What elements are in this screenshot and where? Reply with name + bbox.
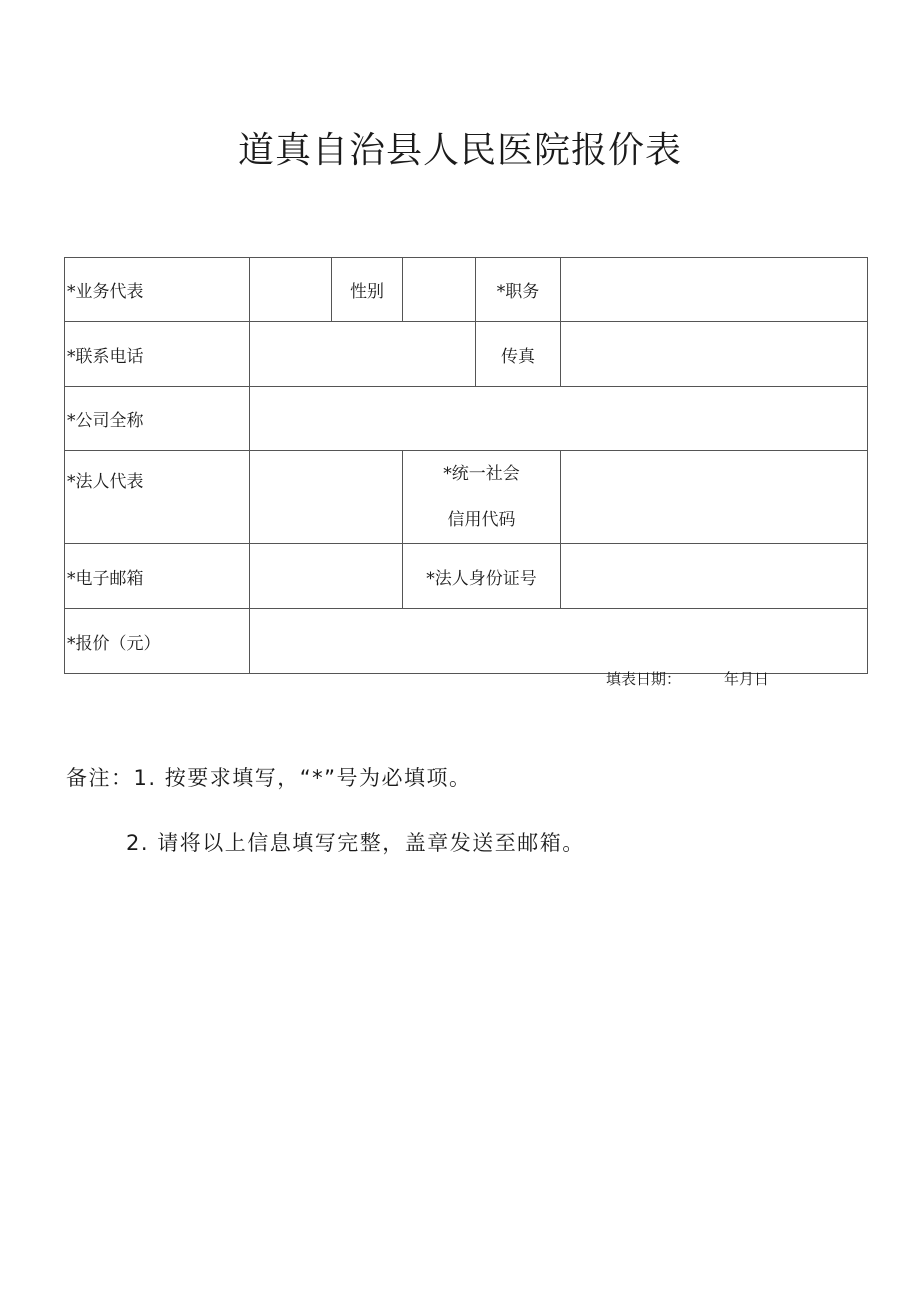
- credit-code-field[interactable]: [561, 451, 868, 544]
- business-rep-field[interactable]: [250, 258, 332, 322]
- legal-id-label: *法人身份证号: [403, 544, 561, 609]
- fill-date-label: 填表日期：: [606, 670, 682, 688]
- table-row: [65, 451, 868, 544]
- gender-label: 性别: [332, 258, 403, 322]
- legal-rep-label: *法人代表: [65, 451, 250, 544]
- fill-date: [606, 668, 770, 689]
- email-field[interactable]: [250, 544, 403, 609]
- phone-field[interactable]: [250, 322, 476, 387]
- fax-label: 传真: [476, 322, 561, 387]
- note-line-2: 2. 请将以上信息填写完整，盖章发送至邮箱。: [126, 831, 585, 855]
- table-row: [65, 609, 868, 674]
- quote-label: *报价（元）: [65, 609, 250, 674]
- legal-id-field[interactable]: [561, 544, 868, 609]
- credit-code-label-line1: *统一社会: [443, 464, 520, 484]
- phone-label: *联系电话: [65, 322, 250, 387]
- quote-field[interactable]: [250, 609, 868, 674]
- email-label: *电子邮箱: [65, 544, 250, 609]
- credit-code-label: [403, 451, 561, 544]
- quote-form-table: [64, 257, 868, 674]
- business-rep-label: *业务代表: [65, 258, 250, 322]
- legal-rep-field[interactable]: [250, 451, 403, 544]
- table-row: [65, 387, 868, 451]
- company-name-field[interactable]: [250, 387, 868, 451]
- gender-field[interactable]: [403, 258, 476, 322]
- table-row: [65, 258, 868, 322]
- company-name-label: *公司全称: [65, 387, 250, 451]
- table-row: [65, 322, 868, 387]
- fill-date-ymd: 年月日: [724, 670, 770, 688]
- page-title: 道真自治县人民医院报价表: [237, 130, 682, 171]
- position-field[interactable]: [561, 258, 868, 322]
- note-line-1: 备注：1. 按要求填写，“*”号为必填项。: [66, 766, 472, 790]
- fax-field[interactable]: [561, 322, 868, 387]
- position-label: *职务: [476, 258, 561, 322]
- credit-code-label-line2: 信用代码: [447, 510, 516, 530]
- table-row: [65, 544, 868, 609]
